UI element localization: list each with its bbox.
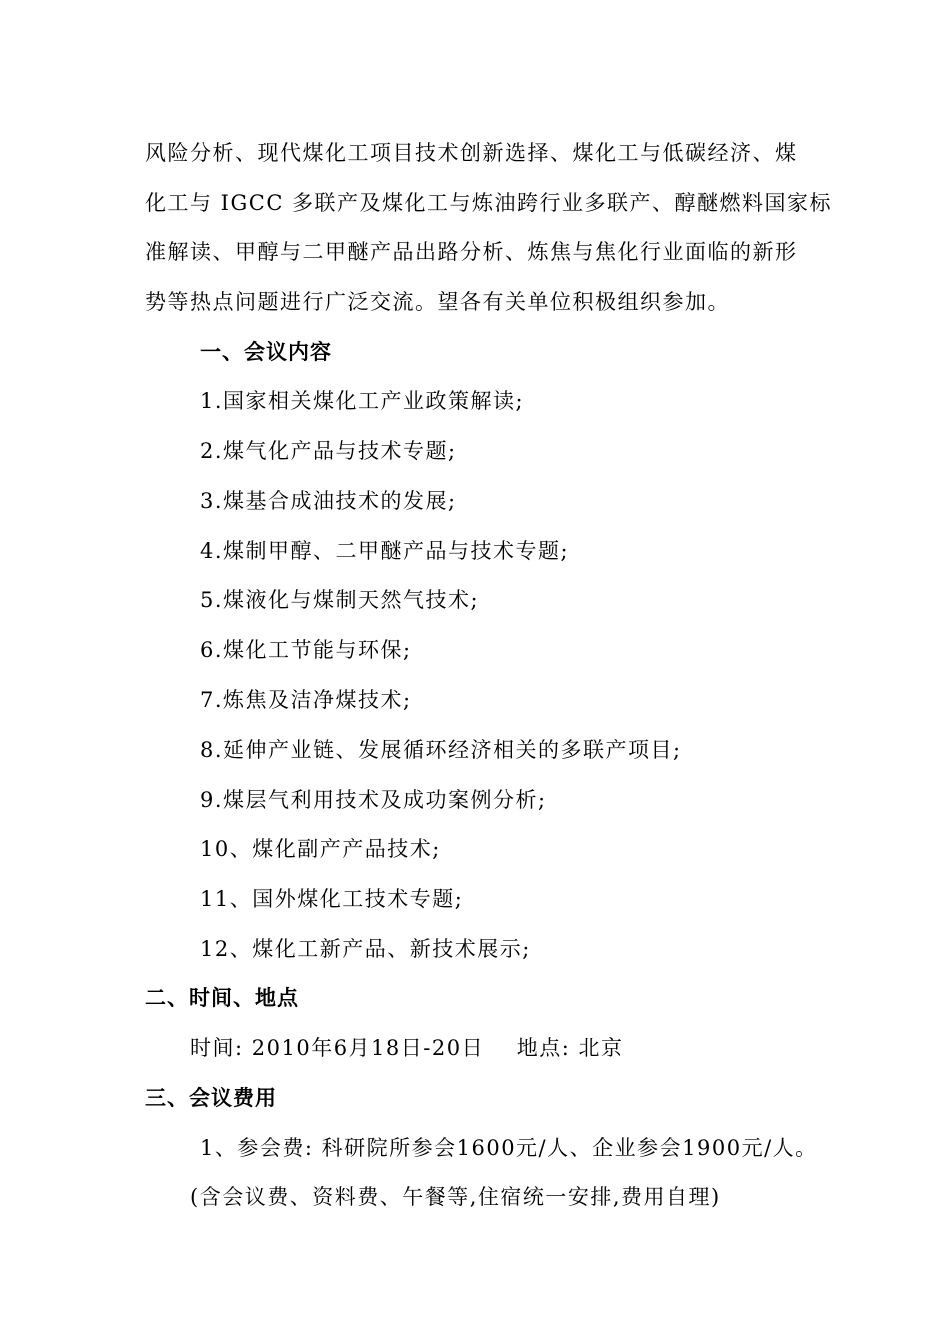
fee-detail: 1、参会费: 科研院所参会1600元/人、企业参会1900元/人。 xyxy=(200,1136,818,1160)
list-item: 1.国家相关煤化工产业政策解读; xyxy=(200,389,525,413)
list-item: 3.煤基合成油技术的发展; xyxy=(200,489,457,513)
list-item: 8.延伸产业链、发展循环经济相关的多联产项目; xyxy=(200,738,682,762)
section-heading-meeting-content: 一、会议内容 xyxy=(200,339,332,364)
list-item: 2.煤气化产品与技术专题; xyxy=(200,439,457,463)
intro-paragraph-line: 准解读、甲醇与二甲醚产品出路分析、炼焦与焦化行业面临的新形 xyxy=(145,240,798,264)
fee-note: (含会议费、资料费、午餐等,住宿统一安排,费用自理) xyxy=(190,1185,721,1209)
list-item: 10、煤化副产产品技术; xyxy=(200,837,441,861)
intro-paragraph-line: 风险分析、现代煤化工项目技术创新选择、煤化工与低碳经济、煤 xyxy=(145,141,798,165)
section-heading-meeting-fees: 三、会议费用 xyxy=(145,1085,277,1110)
list-item: 4.煤制甲醇、二甲醚产品与技术专题; xyxy=(200,539,570,563)
intro-paragraph-line: 化工与 IGCC 多联产及煤化工与炼油跨行业多联产、醇醚燃料国家标 xyxy=(145,191,833,215)
list-item: 11、国外煤化工技术专题; xyxy=(200,887,464,911)
intro-paragraph-line: 势等热点问题进行广泛交流。望各有关单位积极组织参加。 xyxy=(145,290,730,314)
time-place-detail: 时间: 2010年6月18日-20日 地点: 北京 xyxy=(190,1036,624,1060)
list-item: 6.煤化工节能与环保; xyxy=(200,638,412,662)
list-item: 5.煤液化与煤制天然气技术; xyxy=(200,588,480,612)
section-heading-time-place: 二、时间、地点 xyxy=(145,985,299,1010)
list-item: 9.煤层气利用技术及成功案例分析; xyxy=(200,788,547,812)
list-item: 7.炼焦及洁净煤技术; xyxy=(200,688,412,712)
list-item: 12、煤化工新产品、新技术展示; xyxy=(200,937,531,961)
